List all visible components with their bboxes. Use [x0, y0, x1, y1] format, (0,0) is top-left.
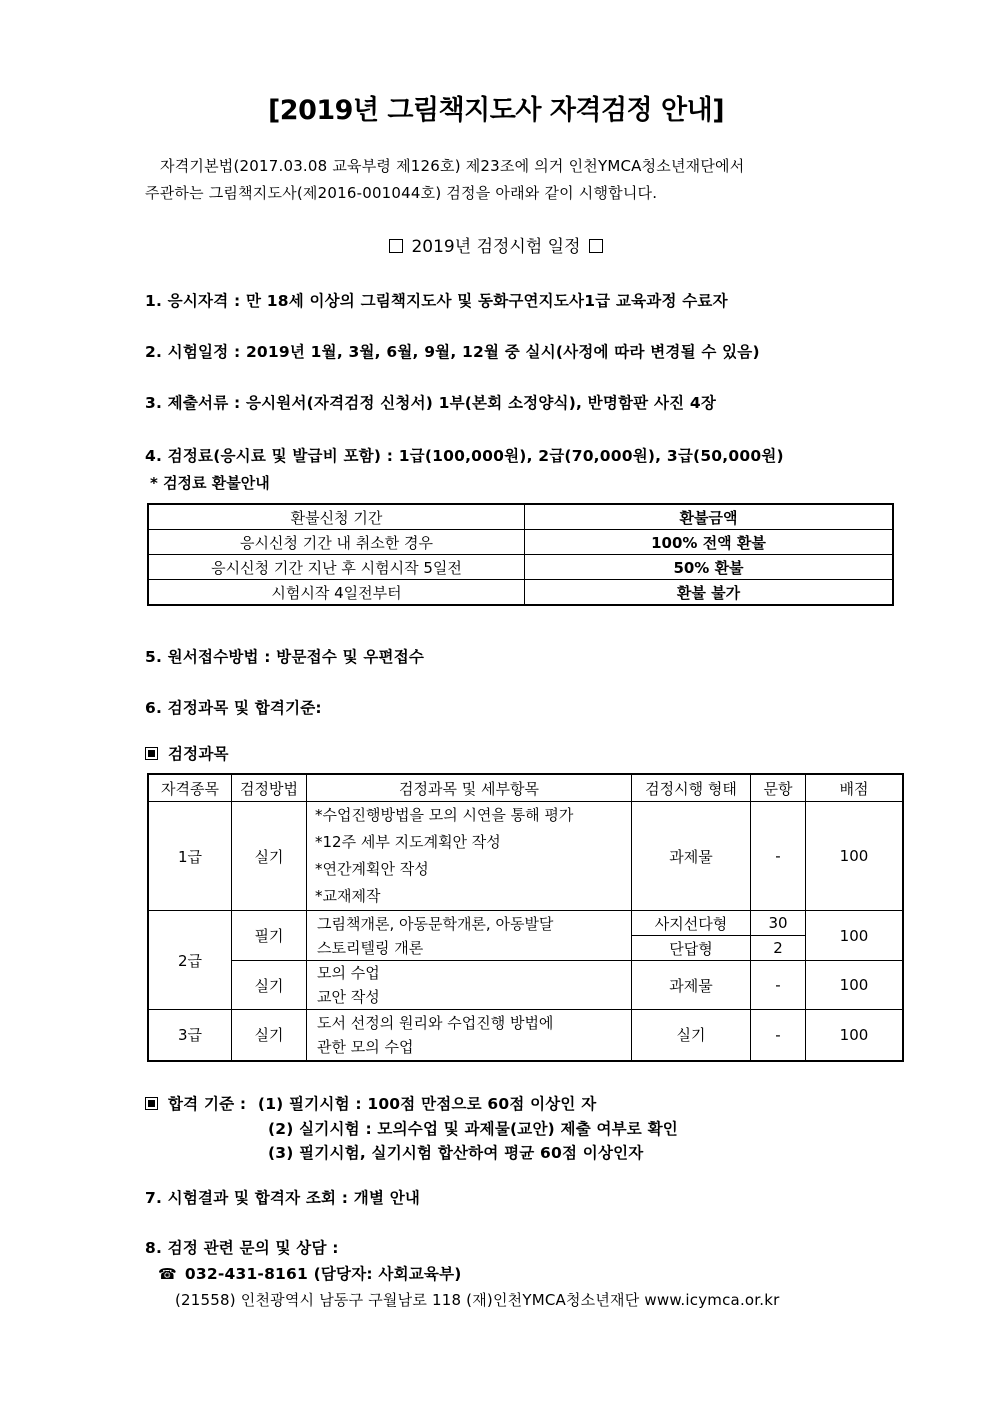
detail-line: 스토리텔링 개론	[317, 938, 424, 957]
subjects-label	[145, 742, 229, 764]
grade-cell: 3급	[148, 1010, 232, 1061]
exam-header: 배점	[806, 774, 904, 802]
count-cell: 2	[751, 936, 806, 961]
exam-header: 검정과목 및 세부항목	[307, 774, 632, 802]
exam-header: 검정시행 형태	[632, 774, 751, 802]
pass-criteria-1: (1) 필기시험 : 100점 만점으로 60점 이상인 자	[257, 1095, 597, 1113]
count-cell: -	[751, 1010, 806, 1061]
exam-table	[147, 773, 904, 1062]
grade-cell: 2급	[148, 911, 232, 1010]
score-cell: 100	[806, 1010, 904, 1061]
details-cell	[307, 961, 632, 1010]
method-cell: 실기	[232, 961, 307, 1010]
method-cell: 필기	[232, 911, 307, 961]
pass-criteria	[145, 1092, 596, 1114]
schedule-heading	[0, 232, 992, 257]
refund-amount: 50% 환불	[525, 555, 894, 580]
item-4: 4. 검정료(응시료 및 발급비 포함) : 1급(100,000원), 2급(70,000원), 3급(50,000원)	[145, 447, 784, 465]
pass-criteria-3: (3) 필기시험, 실기시험 합산하여 평균 60점 이상인자	[268, 1144, 644, 1162]
refund-header-period: 환불신청 기간	[148, 504, 525, 530]
detail-line: 관한 모의 수업	[317, 1037, 414, 1056]
exam-header: 문항	[751, 774, 806, 802]
detail-line: *12주 세부 지도계획안 작성	[315, 833, 501, 851]
filled-square-icon	[145, 747, 158, 760]
table-row	[148, 504, 893, 530]
table-row	[148, 530, 893, 555]
detail-line: 도서 선정의 원리와 수업진행 방법에	[317, 1013, 554, 1032]
intro-line-2: 주관하는 그림책지도사(제2016-001044호) 검정을 아래와 같이 시행합니다.	[145, 184, 658, 202]
table-row	[148, 774, 903, 802]
grade-cell: 1급	[148, 802, 232, 911]
refund-header-amount: 환불금액	[525, 504, 894, 530]
pass-criteria-label: 합격 기준 :	[168, 1095, 247, 1113]
form-cell: 사지선다형	[632, 911, 751, 936]
form-cell: 단답형	[632, 936, 751, 961]
exam-header: 자격종목	[148, 774, 232, 802]
item-1: 1. 응시자격 : 만 18세 이상의 그림책지도사 및 동화구연지도사1급 교육과정 수료자	[145, 292, 728, 310]
score-cell: 100	[806, 802, 904, 911]
refund-amount: 100% 전액 환불	[525, 530, 894, 555]
detail-line: *연간계획안 작성	[315, 860, 429, 878]
contact-phone	[158, 1262, 462, 1284]
score-cell: 100	[806, 911, 904, 961]
item-3: 3. 제출서류 : 응시원서(자격검정 신청서) 1부(본회 소정양식), 반명함판 사진 4장	[145, 394, 717, 412]
detail-line: *교재제작	[315, 887, 381, 905]
count-cell: -	[751, 961, 806, 1010]
detail-line: *수업진행방법을 모의 시연을 통해 평가	[315, 806, 574, 824]
pass-criteria-2: (2) 실기시험 : 모의수업 및 과제물(교안) 제출 여부로 확인	[268, 1120, 678, 1138]
refund-period: 응시신청 기간 내 취소한 경우	[148, 530, 525, 555]
item-6: 6. 검정과목 및 합격기준:	[145, 699, 322, 717]
method-cell: 실기	[232, 1010, 307, 1061]
table-row	[148, 1010, 903, 1061]
refund-note: * 검정료 환불안내	[150, 474, 270, 492]
table-row	[148, 555, 893, 580]
detail-line: 교안 작성	[317, 988, 380, 1006]
details-cell	[307, 802, 632, 911]
refund-table	[147, 503, 894, 606]
filled-square-icon	[145, 1097, 158, 1110]
count-cell: 30	[751, 911, 806, 936]
intro-line-1: 자격기본법(2017.03.08 교육부령 제126호) 제23조에 의거 인천YMCA청소년재단에서	[160, 157, 745, 175]
details-cell	[307, 1010, 632, 1061]
page-title: [2019년 그림책지도사 자격검정 안내]	[267, 95, 725, 126]
form-cell: 과제물	[632, 961, 751, 1010]
count-cell: -	[751, 802, 806, 911]
table-row	[148, 580, 893, 606]
item-5: 5. 원서접수방법 : 방문접수 및 우편접수	[145, 648, 425, 666]
detail-line: 모의 수업	[317, 964, 380, 982]
method-cell: 실기	[232, 802, 307, 911]
contact-address: (21558) 인천광역시 남동구 구월남로 118 (재)인천YMCA청소년재단 www.icymca.or.kr	[175, 1291, 780, 1309]
form-cell: 과제물	[632, 802, 751, 911]
item-2: 2. 시험일정 : 2019년 1월, 3월, 6월, 9월, 12월 중 실시(사정에 따라 변경될 수 있음)	[145, 343, 760, 361]
refund-period: 응시신청 기간 지난 후 시험시작 5일전	[148, 555, 525, 580]
refund-period: 시험시작 4일전부터	[148, 580, 525, 606]
phone-icon: ☎	[158, 1265, 177, 1283]
table-row	[148, 802, 903, 911]
item-8: 8. 검정 관련 문의 및 상담 :	[145, 1239, 339, 1257]
refund-amount: 환불 불가	[525, 580, 894, 606]
item-7: 7. 시험결과 및 합격자 조회 : 개별 안내	[145, 1189, 421, 1207]
schedule-heading-text: 2019년 검정시험 일정	[411, 237, 581, 257]
table-row	[148, 911, 903, 936]
score-cell: 100	[806, 961, 904, 1010]
box-icon	[589, 239, 603, 253]
details-cell	[307, 911, 632, 961]
detail-line: 그림책개론, 아동문학개론, 아동발달	[317, 914, 554, 933]
phone-text: 032-431-8161 (담당자: 사회교육부)	[184, 1265, 462, 1283]
box-icon	[389, 239, 403, 253]
exam-header: 검정방법	[232, 774, 307, 802]
subjects-label-text: 검정과목	[168, 745, 229, 763]
table-row	[148, 961, 903, 1010]
form-cell: 실기	[632, 1010, 751, 1061]
